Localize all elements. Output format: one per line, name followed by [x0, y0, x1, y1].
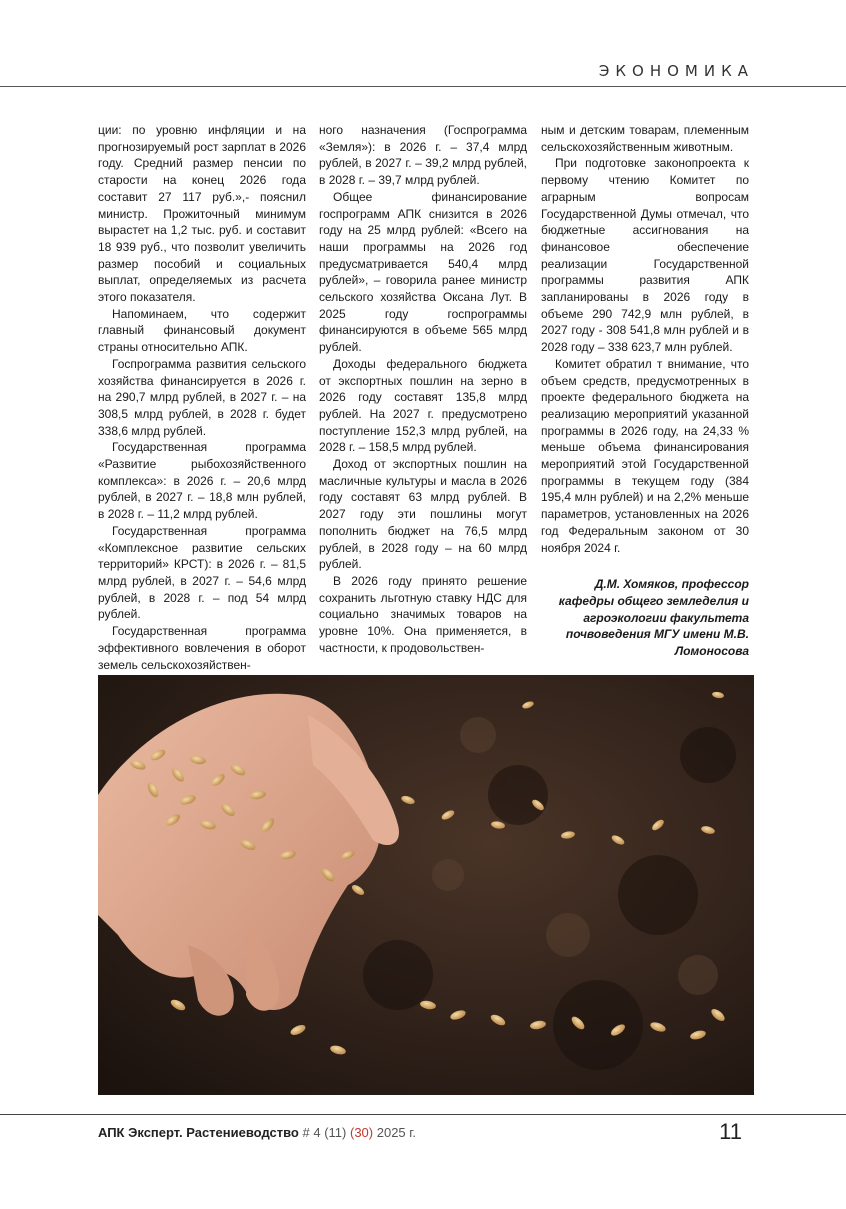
article-column-3 — [541, 122, 749, 660]
footer — [98, 1125, 416, 1140]
author-signature: Д.М. Хомяков, профессор кафедры общего земледелия и агроэкологии факультета почвоведения МГУ имени М.В. Ломоносова — [558, 577, 749, 659]
issue-year: 2025 г. — [376, 1125, 417, 1140]
article-column-2 — [319, 122, 527, 657]
paragraph: Госпрограмма развития сельского хозяйства финансируется в 2026 г. на 290,7 млрд рублей, в 2027 г. – на 308,5 млрд рублей, в 2028 г. будет 338,6 млрд рублей. — [98, 356, 306, 438]
header-divider — [0, 86, 846, 87]
magazine-title: АПК Эксперт. Растениеводство — [98, 1125, 299, 1140]
paragraph: Общее финансирование госпрограмм АПК снизится в 2026 году на 25 млрд рублей: «Всего на наши программы на 2026 год предусматривается 540,4 млрд рублей», – говорила ранее министр сельского хозяйства Оксана Лут. В 2025 году госпрограммы финансируются в объеме 565 млрд рублей. — [319, 189, 527, 355]
paragraph: Напоминаем, что содержит главный финансовый документ страны относительно АПК. — [98, 306, 306, 355]
paragraph: Государственная программа «Комплексное развитие сельских территорий» КРСТ): в 2026 г. – 81,5 млрд рублей, в 2027 г. – 54,6 млрд рублей, в 2028 г. – под 54 млрд рублей. — [98, 523, 306, 622]
photo-hand-with-grain-over-soil — [98, 675, 754, 1095]
footer-divider — [0, 1114, 846, 1115]
paragraph: При подготовке законопроекта к первому чтению Комитет по аграрным вопросам Государственной Думы отмечал, что бюджетные ассигнования на финансовое обеспечение реализации Государственной программы развития АПК запланированы в 2026 году в объеме 290 742,9 млн рублей, в 2027 году - 308 541,8 млн рублей и в 2028 году – 338 623,7 млн рублей. — [541, 156, 749, 355]
paragraph: В 2026 году принято решение сохранить льготную ставку НДС для социально значимых товаров на уровне 10%. Она применяется, в частности, к продовольствен- — [319, 573, 527, 655]
issue-number: # 4 (11) — [302, 1125, 347, 1140]
paragraph: Доходы федерального бюджета от экспортных пошлин на зерно в 2026 году составят 135,8 млрд рублей. На 2027 г. предусмотрено поступление 152,3 млрд рублей, на 2028 г. – 158,5 млрд рублей. — [319, 356, 527, 455]
paragraph: Доход от экспортных пошлин на масличные культуры и масла в 2026 году составят 63 млрд рублей. В 2027 году эти пошлины могут пополнить бюджет на 76,5 млрд рублей, в 2028 году – на 60 млрд рублей. — [319, 457, 527, 572]
paragraph: Государственная программа эффективного вовлечения в оборот земель сельскохозяйствен- — [98, 624, 306, 672]
page-number: 11 — [719, 1119, 742, 1144]
issue-total: (30) — [349, 1125, 374, 1140]
paragraph: ным и детским товарам, племенным сельскохозяйственным животным. — [541, 123, 749, 154]
paragraph: Государственная программа «Развитие рыбохозяйственного комплекса»: в 2026 г. – 20,6 млрд рублей, в 2027 г. – 18,8 млн рублей, в 2028 г. – 11,2 млрд рублей. — [98, 440, 306, 522]
photo-illustration — [98, 675, 754, 1095]
paragraph: ного назначения (Госпрограмма «Земля»): в 2026 г. – 37,4 млрд рублей, в 2027 г. – 39,2 млрд рублей, в 2028 г. – 39,7 млрд рублей. — [319, 123, 527, 188]
paragraph: ции: по уровню инфляции и на прогнозируемый рост зарплат в 2026 году. Средний размер пенсии по старости на конец 2026 года составит 27 117 руб.»,- пояснил министр. Прожиточный минимум вырастет на 1,2 тыс. руб. и составит 18 939 руб., что позволит увеличить размер пособий и социальных выплат, определяемых из расчета этого показателя. — [98, 123, 306, 305]
section-header: ЭКОНОМИКА — [598, 62, 754, 80]
paragraph: Комитет обратил т внимание, что объем средств, предусмотренных в проекте федерального бюджета на реализацию мероприятий указанной программы в 2026 году, на 24,33 % меньше объема финансирования мероприятий этой Государственной программы в текущем году (384 195,4 млн рублей) и на 2,2% меньше параметров, установленных на 2026 год Федеральным законом от 30 ноября 2024 г. — [541, 356, 749, 555]
article-column-1 — [98, 122, 306, 673]
